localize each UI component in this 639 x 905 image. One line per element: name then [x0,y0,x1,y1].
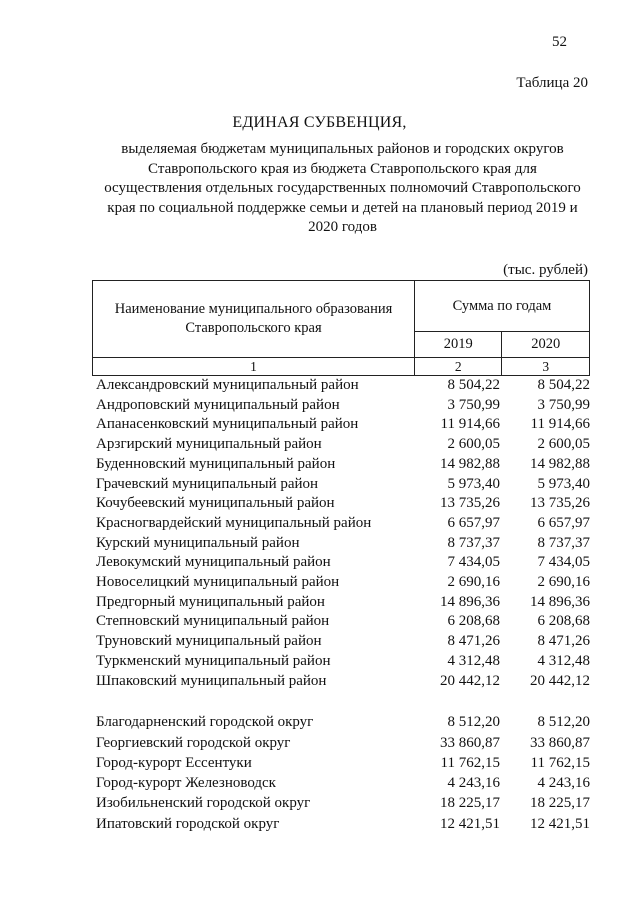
table-row [96,673,590,693]
table-row [96,613,590,633]
amount-2020: 20 442,12 [530,672,590,689]
amount-2019: 6 208,68 [447,613,500,630]
table-row [96,436,590,456]
amount-2020: 11 762,15 [530,754,590,771]
table-row [96,397,590,417]
header-name-line: Наименование муниципального образования [114,301,393,317]
municipality-name: Кочубеевский муниципальный район [96,495,335,512]
table-row [96,775,590,795]
municipality-name: Красногвардейский муниципальный район [96,514,372,531]
municipality-name: Левокумский муниципальный район [96,554,331,571]
table-row [96,594,590,614]
amount-2019: 33 860,87 [440,734,500,751]
amount-2019: 18 225,17 [440,795,500,812]
header-name-cell [93,281,415,358]
municipality-name: Город-курорт Железноводск [96,775,276,792]
amount-2020: 11 914,66 [530,416,590,433]
unit-note: (тыс. рублей) [503,262,588,278]
table-row [96,416,590,436]
document-title: ЕДИНАЯ СУБВЕНЦИЯ, [232,114,407,131]
amount-2019: 11 762,15 [440,754,500,771]
municipality-name: Грачевский муниципальный район [96,475,319,492]
amount-2019: 2 600,05 [447,436,500,453]
amount-2020: 6 208,68 [537,613,590,630]
table-row [96,714,590,734]
header-year-2019: 2019 [415,332,502,358]
municipality-name: Новоселицкий муниципальный район [96,574,340,590]
subtitle-line: края по социальной поддержке семьи и детей на плановый период 2019 и [107,199,578,216]
amount-2019: 11 914,66 [440,416,500,433]
amount-2020: 14 896,36 [530,593,590,610]
amount-2019: 4 243,16 [447,775,500,792]
table-row [96,795,590,815]
table-row [96,535,590,555]
table-row [96,476,590,496]
amount-2019: 3 750,99 [447,396,500,413]
table-row [96,633,590,653]
subtitle-line: осуществления отдельных государственных полномочий Ставропольского [104,180,581,196]
amount-2020: 8 504,22 [537,377,590,393]
amount-2019: 8 471,26 [447,633,500,650]
table-row [96,515,590,535]
municipality-name: Арзгирский муниципальный район [96,436,322,453]
amount-2020: 18 225,17 [530,795,590,812]
amount-2020: 8 737,37 [537,534,590,551]
header-year-2020: 2020 [502,332,590,358]
municipality-name: Предгорный муниципальный район [96,593,325,610]
municipality-name: Ипатовский городской округ [96,815,280,832]
amount-2019: 14 982,88 [440,455,500,472]
municipality-name: Изобильненский городской округ [96,795,311,812]
table-row [96,495,590,515]
header-sum-by-years: Сумма по годам [415,281,590,332]
municipality-name: Курский муниципальный район [96,534,300,551]
amount-2019: 8 737,37 [447,534,500,551]
table-row [96,653,590,673]
municipality-name: Буденновский муниципальный район [96,455,336,472]
municipality-name: Георгиевский городской округ [96,734,291,751]
amount-2020: 7 434,05 [537,554,590,571]
table-row [96,377,590,397]
municipality-name: Шпаковский муниципальный район [96,672,327,689]
amount-2019: 4 312,48 [447,652,500,669]
amount-2020: 5 973,40 [537,475,590,492]
municipality-name: Андроповский муниципальный район [96,396,340,413]
subtitle-line: Ставропольского края из бюджета Ставропольского края для [148,160,537,177]
table-row [96,456,590,476]
header-col-index: 3 [502,358,590,376]
header-col-index: 1 [93,358,415,376]
amount-2020: 3 750,99 [537,396,590,413]
amount-2020: 33 860,87 [530,734,590,751]
amount-2019: 5 973,40 [447,475,500,492]
municipality-name: Труновский муниципальный район [96,633,322,650]
amount-2020: 4 243,16 [537,775,590,792]
table-row [96,816,590,836]
amount-2020: 4 312,48 [537,652,590,669]
amount-2020: 8 512,20 [537,714,590,731]
document-subtitle [95,140,590,238]
header-col-index: 2 [415,358,502,376]
amount-2020: 12 421,51 [530,815,590,832]
amount-2020: 6 657,97 [537,514,590,531]
municipality-name: Александровский муниципальный район [96,377,359,393]
municipality-name: Степновский муниципальный район [96,613,330,630]
table-header [92,280,590,376]
municipality-name: Туркменский муниципальный район [96,652,331,669]
municipality-name: Город-курорт Ессентуки [96,754,252,771]
amount-2020: 13 735,26 [530,495,590,512]
amount-2020: 14 982,88 [530,455,590,472]
table-row [96,574,590,594]
amount-2019: 8 504,22 [447,377,500,393]
municipality-name: Благодарненский городской округ [96,714,314,731]
municipality-name: Апанасенковский муниципальный район [96,416,359,433]
subtitle-line: 2020 годов [308,219,377,235]
table-row [96,554,590,574]
amount-2019: 20 442,12 [440,672,500,689]
amount-2019: 6 657,97 [447,514,500,531]
amount-2020: 8 471,26 [537,633,590,650]
amount-2019: 2 690,16 [447,574,500,590]
amount-2020: 2 690,16 [537,574,590,590]
amount-2019: 12 421,51 [440,815,500,832]
amount-2019: 13 735,26 [440,495,500,512]
amount-2019: 8 512,20 [447,714,500,731]
table-row [96,755,590,775]
amount-2019: 14 896,36 [440,593,500,610]
table-row [96,735,590,755]
header-name-line: Ставропольского края [185,320,322,336]
amount-2019: 7 434,05 [447,554,500,571]
subtitle-line: выделяемая бюджетам муниципальных районов и городских округов [121,141,564,157]
amount-2020: 2 600,05 [537,436,590,453]
table-label: Таблица 20 [516,75,588,91]
page-number: 52 [552,34,567,50]
